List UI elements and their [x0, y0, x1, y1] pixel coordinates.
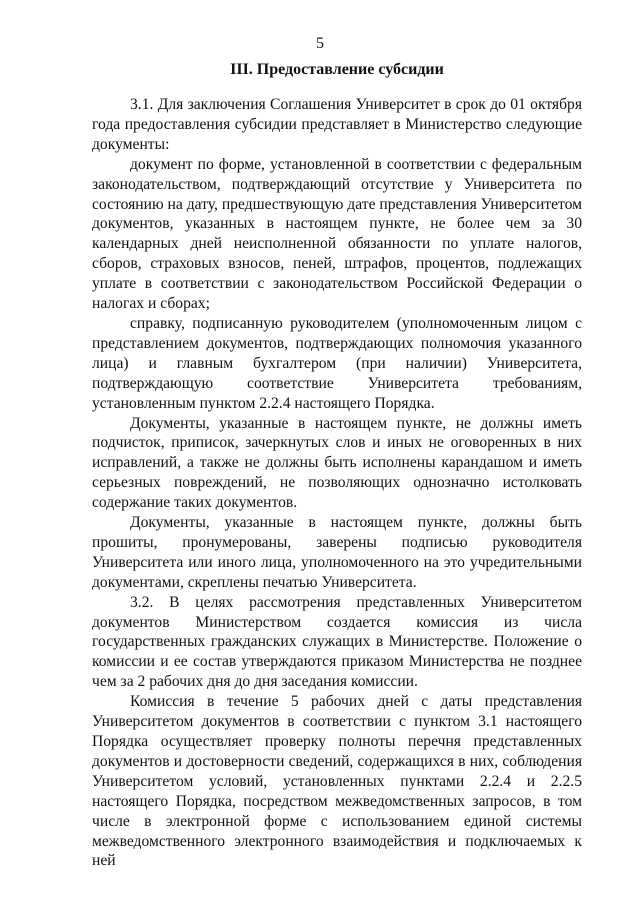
- section-title: III. Предоставление субсидии: [230, 61, 444, 78]
- paragraph-tax-document: документ по форме, установленной в соответствии с федеральным законодательством, подтверждающий отсутствие у Университета по состоянию на дату, предшествующую дате представления Университетом документов, указанных в настоящем пункте, не более чем за 30 календарных дней неисполненной обязанности по уплате налогов, сборов, страховых взносов, пеней, штрафов, процентов, подлежащих уплате в соответствии с законодательством Российской Федерации о налогах и сборах;: [92, 155, 582, 313]
- page-number: 5: [316, 35, 324, 52]
- paragraph-document-requirements: Документы, указанные в настоящем пункте, не должны иметь подчисток, приписок, зачеркнутых слов и иных не оговоренных в них исправлений, а также не должны быть исполнены карандашом и иметь серьезных повреждений, не позволяющих однозначно истолковать содержание таких документов.: [92, 414, 582, 512]
- paragraph-document-binding: Документы, указанные в настоящем пункте, должны быть прошиты, пронумерованы, заверены подписью руководителя Университета или иного лица, уполномоченного на это учредительными документами, скреплены печатью Университета.: [92, 514, 582, 591]
- paragraph-commission-review: Комиссия в течение 5 рабочих дней с даты представления Университетом документов в соответствии с пунктом 3.1 настоящего Порядка осуществляет проверку полноты перечня представленных документов и достоверности сведений, содержащихся в них, соблюдения Университетом условий, установленных пунктами 2.2.4 и 2.2.5 настоящего Порядка, посредством межведомственных запросов, в том числе в электронной форме с использованием единой системы межведомственного электронного взаимодействия и подключаемых к ней: [92, 693, 582, 870]
- paragraph-3-2-commission: 3.2. В целях рассмотрения представленных Университетом документов Министерством создается комиссия из числа государственных гражданских служащих в Министерстве. Положение о комиссии и ее состав утверждаются приказом Министерства не позднее чем за 2 рабочих дня до дня заседания комиссии.: [92, 593, 582, 691]
- paragraph-certificate: справку, подписанную руководителем (уполномоченным лицом с представлением документов, подтверждающих полномочия указанного лица) и главным бухгалтером (при наличии) Университета, подтверждающую соответствие Университета требованиям, установленным пунктом 2.2.4 настоящего Порядка.: [92, 314, 582, 412]
- document-body: [92, 95, 582, 871]
- paragraph-3-1-intro: 3.1. Для заключения Соглашения Университет в срок до 01 октября года предоставления субсидии представляет в Министерство следующие документы:: [92, 96, 582, 153]
